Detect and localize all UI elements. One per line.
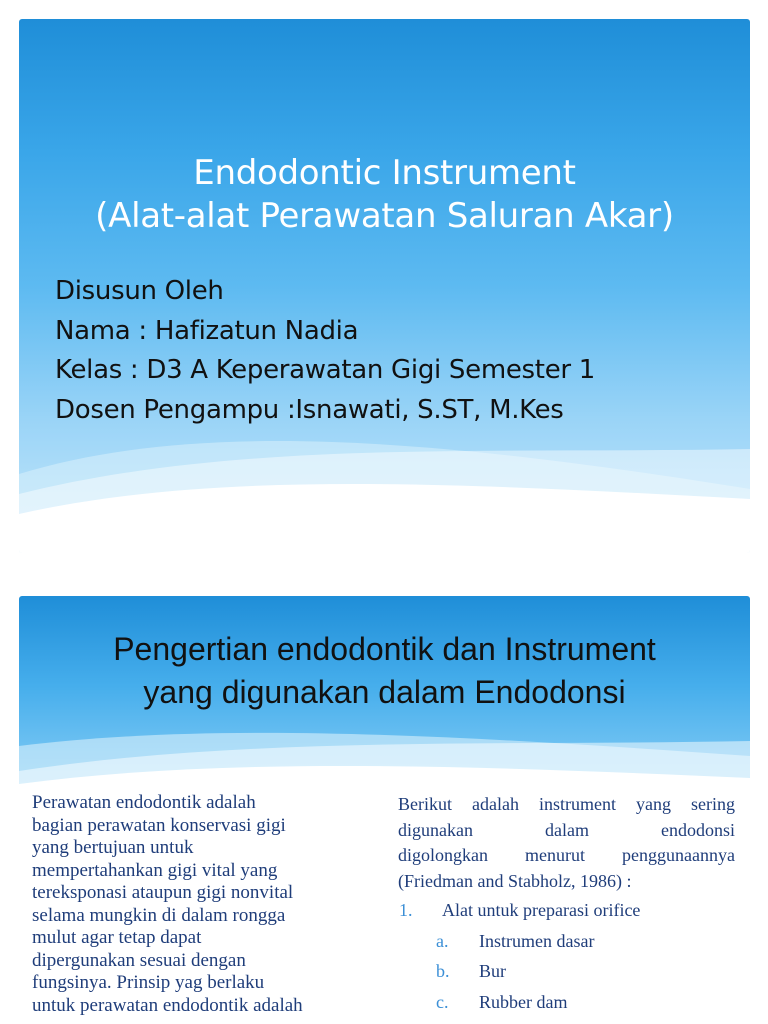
text-line: fungsinya. Prinsip yag berlaku — [32, 972, 265, 993]
slide-title — [19, 628, 750, 714]
sub-list-text: Instrumen dasar — [479, 930, 595, 951]
content-slide — [19, 596, 750, 1024]
definition-text — [32, 792, 372, 1017]
list-label: Alat untuk preparasi orifice — [442, 900, 641, 920]
instrument-list-text — [398, 792, 735, 1015]
text-line: (Friedman and Stabholz, 1986) : — [398, 870, 632, 891]
author-lecturer: Dosen Pengampu :Isnawati, S.ST, M.Kes — [55, 394, 564, 425]
sub-list-letter: a. — [436, 930, 449, 951]
text-line: untuk perawatan endodontik adalah — [32, 994, 303, 1016]
author-name: Nama : Hafizatun Nadia — [55, 315, 359, 346]
sub-list-letter: b. — [436, 961, 450, 981]
slide-title — [19, 152, 750, 238]
sub-list-text: Bur — [479, 961, 506, 981]
list-item — [398, 898, 735, 924]
author-info — [55, 272, 595, 430]
justified-line: Berikut adalah instrument yang sering — [398, 794, 735, 814]
text-line: tereksponasi ataupun gigi nonvital — [32, 882, 294, 903]
list-number: 1. — [399, 900, 413, 920]
sub-list-item — [398, 929, 735, 955]
text-line: mempertahankan gigi vital yang — [32, 859, 278, 881]
sub-list-letter: c. — [436, 991, 449, 1012]
title-slide — [19, 19, 750, 553]
text-line: yang bertujuan untuk — [32, 837, 194, 858]
text-line: selama mungkin di dalam rongga — [32, 904, 286, 926]
text-line: mulut agar tetap dapat — [32, 927, 202, 948]
text-line: dipergunakan sesuai dengan — [32, 949, 246, 971]
author-line: Disusun Oleh — [55, 276, 224, 306]
sub-list-item — [398, 990, 735, 1016]
text-line: bagian perawatan konservasi gigi — [32, 814, 286, 836]
slide-title-line1: Endodontic Instrument — [193, 153, 576, 193]
text-line: Perawatan endodontik adalah — [32, 792, 256, 813]
slide-title-line2: (Alat-alat Perawatan Saluran Akar) — [95, 196, 674, 236]
justified-line: digolongkan menurut penggunaannya — [398, 845, 735, 865]
sub-list-text: Rubber dam — [479, 991, 568, 1012]
justified-line: digunakan dalam endodonsi — [398, 819, 735, 840]
sub-list-item — [398, 959, 735, 985]
slide-title-line1: Pengertian endodontik dan Instrument — [113, 631, 656, 667]
author-class: Kelas : D3 A Keperawatan Gigi Semester 1 — [55, 355, 595, 385]
slide-title-line2: yang digunakan dalam Endodonsi — [143, 674, 626, 710]
